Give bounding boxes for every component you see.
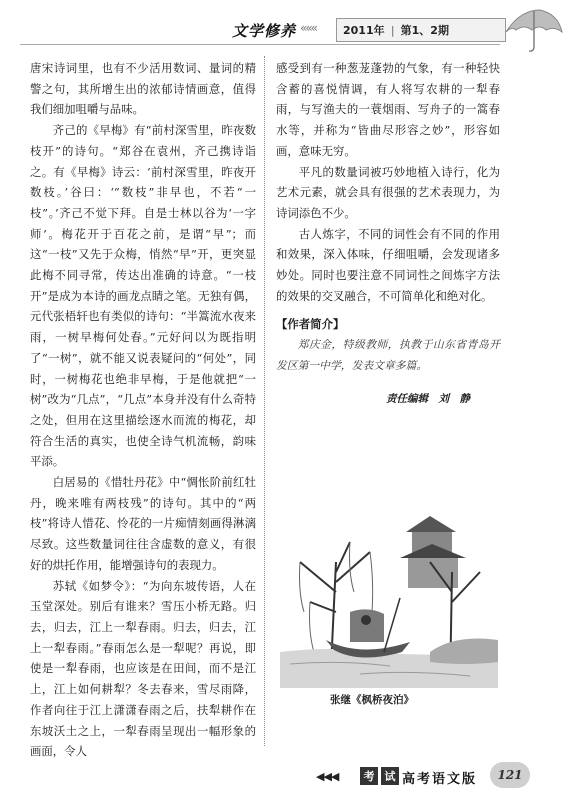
paragraph: 白居易的《惜牡丹花》中“惆怅阶前红牡丹，晚来唯有两枝残”的诗句。其中的“两枝”将诗人惜花、怜花的一片痴情刻画得淋漓尽致。这些数量词往往含虚数的意义，有很好的烘托作用，能增强诗句的表现力。	[30, 475, 256, 572]
header-rule	[20, 44, 500, 45]
paragraph: 感受到有一种葱茏蓬勃的气象，有一种轻快含蓄的喜悦情调，有人将写农耕的一犁春雨，与写渔夫的一蓑烟雨、写舟子的一篙春水等，并称为“皆曲尽形容之妙”，形容如画，意味无穷。	[276, 61, 500, 158]
section-title: 文学修养	[232, 22, 297, 40]
issue-box	[336, 18, 506, 42]
page-header	[0, 0, 581, 52]
footer-box-kao: 考	[360, 767, 378, 785]
bio-heading: 【作者简介】	[276, 317, 345, 332]
editor-credit: 责任编辑 刘 静	[386, 392, 470, 405]
paragraph: 唐宋诗词里，也有不少活用数词、量词的精警之句，其所增生出的浓郁诗情画意，值得我们细加咀嚼与品味。	[30, 61, 256, 117]
bio-text: 郑庆金，特级教师，执教于山东省青岛开发区第一中学，发表文章多篇。	[276, 338, 500, 372]
left-column	[30, 58, 256, 762]
paragraph: 平凡的数量词被巧妙地植入诗行，化为艺术元素，就会具有很强的艺术表现力，为诗词添色不少。	[276, 164, 500, 220]
paragraph: 古人炼字，不同的词性会有不同的作用和效果，深入体味，仔细咀嚼，会发现诸多妙处。同时也要注意不同词性之间炼字方法的效果的交叉融合，不可简单化和绝对化。	[276, 226, 500, 303]
footer-arrows: ◀◀◀	[316, 770, 339, 783]
paragraph: 苏轼《如梦令》：“为向东坡传语，人在玉堂深处。别后有谁来？雪压小桥无路。归去，归去，江上一犁春雨。归去，归去，江上一犁春雨。”春雨怎么是一犁呢？再说，即使是一犁春雨，也应该是在田间，而不是江上，江上如何耕犁？冬去春来，雪尽雨降，作者向往于江上潇潇春雨之后，扶犁耕作在东坡沃土之上，一犁春雨呈现出一幅形象的画面，令人	[30, 578, 256, 759]
illustration-caption: 张继《枫桥夜泊》	[330, 694, 414, 706]
column-divider	[264, 56, 265, 746]
issue-separator: |	[390, 23, 395, 37]
chevron-decoration: «««	[300, 21, 317, 35]
footer-box-shi: 试	[381, 767, 399, 785]
magazine-name: 高考语文版	[402, 772, 478, 787]
issue-number: 第1、2期	[400, 24, 449, 37]
umbrella-icon	[500, 6, 564, 54]
page-footer	[0, 752, 581, 800]
issue-year: 2011年	[343, 24, 385, 37]
right-column	[276, 58, 500, 409]
landscape-illustration	[280, 502, 498, 688]
paragraph: 齐己的《早梅》有“前村深雪里，昨夜数枝开”的诗句。“郑谷在袁州，齐己携诗诣之。有《早梅》诗云：‘前村深雪里，昨夜开数枝。’谷曰：‘“数枝”非早也，不若“一枝”。’齐己不觉下拜。自是士林以谷为‘一字师’。梅花开于百花之前，是谓“早”；而这“一枝”又先于众梅，悄然“早”开，更突显此梅不同寻常，传达出准确的诗意。“一枝开”是成为本诗的画龙点睛之笔。无独有偶，元代张梧轩也有类似的诗句：“半篙流水夜来雨，一树早梅何处春。”元好问以为既指明了“一树”，就不能又说表疑问的“何处”，同时，一树梅花也绝非早梅，于是他就把“一树”改为“几点”，“几点”本身并没有什么奇特之处，但用在这里描绘逐水而流的梅花，却符合生活的真实，也使全诗气机流畅，韵味平添。	[30, 123, 256, 469]
page-number: 121	[490, 762, 530, 788]
